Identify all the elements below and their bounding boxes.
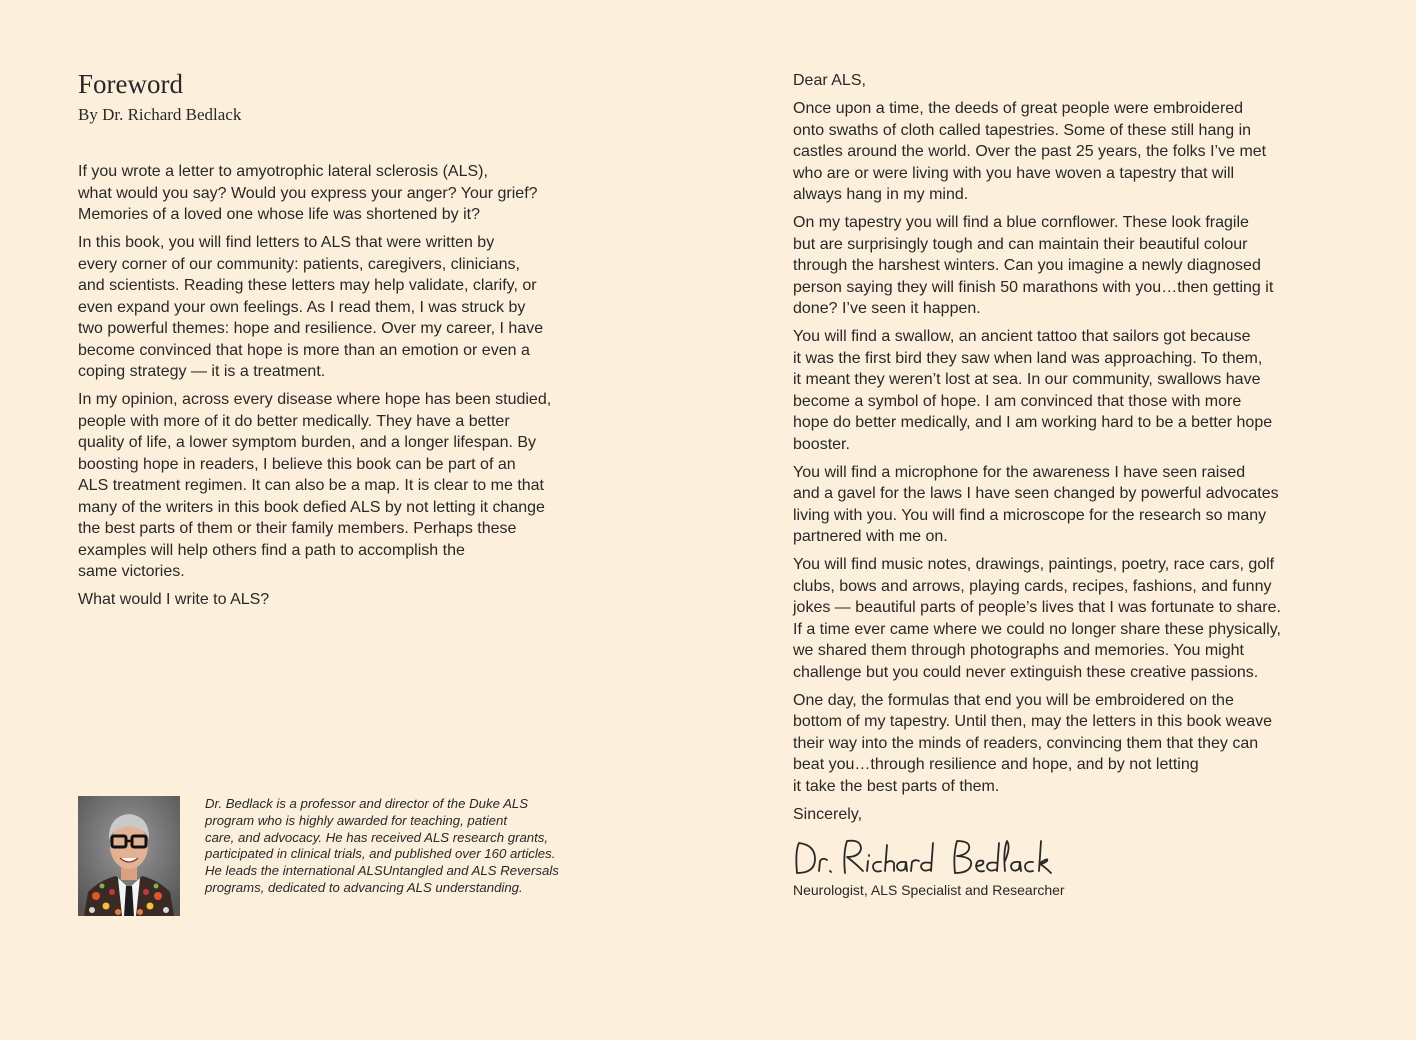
byline: By Dr. Richard Bedlack — [78, 105, 242, 124]
text-line: even expand your own feelings. As I read them, I was struck by — [78, 298, 526, 316]
text-line: through the harshest winters. Can you imagine a newly diagnosed — [793, 257, 1261, 274]
text-line: bottom of my tapestry. Until then, may the letters in this book weave — [793, 713, 1273, 730]
text-line: always hang in my mind. — [793, 186, 969, 203]
text-line: challenge but you could never extinguish these creative passions. — [793, 663, 1259, 681]
text-line: If a time ever came where we could no longer share these physically, — [793, 620, 1281, 638]
paragraph — [78, 389, 638, 583]
text-line: In my opinion, across every disease where hope has been studied, — [78, 391, 552, 408]
text-line: jokes — beautiful parts of people’s lives that I was fortunate to share. — [793, 599, 1281, 616]
bio-line: Dr. Bedlack is a professor and director of the Duke ALS — [205, 796, 529, 811]
text-line: You will find music notes, drawings, paintings, poetry, race cars, golf — [793, 556, 1275, 573]
text-line: living with you. You will find a microscope for the research so many — [793, 506, 1267, 524]
bio-line: participated in clinical trials, and published over 160 articles. — [205, 846, 556, 862]
text-line: onto swaths of cloth called tapestries. Some of these still hang in — [793, 121, 1252, 139]
text-line: boosting hope in readers, I believe this book can be part of an — [78, 455, 516, 473]
text-line: quality of life, a lower symptom burden, and a longer lifespan. By — [78, 434, 537, 451]
bio-text — [205, 796, 645, 897]
foreword-title: Foreword — [78, 69, 183, 99]
text-line: many of the writers in this book defied ALS by not letting it change — [78, 498, 545, 516]
text-line: every corner of our community: patients, caregivers, clinicians, — [78, 255, 520, 273]
paragraph — [793, 98, 1363, 206]
text-line: hope do better medically, and I am working hard to be a better hope — [793, 414, 1273, 431]
author-portrait-icon — [78, 796, 180, 916]
text-line: clubs, bows and arrows, playing cards, recipes, fashions, and funny — [793, 577, 1272, 595]
paragraph — [78, 232, 638, 383]
text-line: but are surprisingly tough and can maintain their beautiful colour — [793, 235, 1248, 253]
text-line: Once upon a time, the deeds of great people were embroidered — [793, 100, 1244, 117]
bio-line: program who is highly awarded for teaching, patient — [205, 812, 508, 828]
text-line: castles around the world. Over the past 25 years, the folks I’ve met — [793, 143, 1267, 160]
text-line: On my tapestry you will find a blue cornflower. These look fragile — [793, 214, 1249, 231]
text-line: same victories. — [78, 563, 185, 580]
salutation — [793, 70, 1363, 92]
text-line: person saying they will finish 50 marathons with you…then getting it — [793, 278, 1274, 296]
text-line: In this book, you will find letters to ALS that were written by — [78, 234, 495, 251]
text-line: their way into the minds of readers, convincing them that they can — [793, 734, 1259, 752]
text-line: and a gavel for the laws I have seen changed by powerful advocates — [793, 485, 1279, 502]
bio-line: He leads the international ALSUntangled and ALS Reversals — [205, 863, 559, 879]
paragraph — [78, 161, 638, 226]
text-line: You will find a microphone for the awareness I have seen raised — [793, 463, 1246, 481]
text-line: examples will help others find a path to accomplish the — [78, 541, 465, 559]
text-line: become convinced that hope is more than an emotion or even a — [78, 341, 530, 359]
author-photo — [78, 796, 180, 916]
bio-line: care, and advocacy. He has received ALS research grants, — [205, 829, 549, 845]
text-line: people with more of it do better medically. They have a better — [78, 412, 510, 430]
text-line: it take the best parts of them. — [793, 777, 1000, 795]
paragraph — [793, 212, 1363, 320]
text-line: One day, the formulas that end you will be embroidered on the — [793, 691, 1234, 709]
text-line: beat you…through resilience and hope, and by not letting — [793, 756, 1199, 773]
text-line: What would I write to ALS? — [78, 591, 270, 608]
text-line: and scientists. Reading these letters may help validate, clarify, or — [78, 277, 537, 294]
text-line: Sincerely, — [793, 805, 863, 823]
text-line: ALS treatment regimen. It can also be a map. It is clear to me that — [78, 477, 544, 494]
text-line: it meant they weren’t lost at sea. In our community, swallows have — [793, 371, 1261, 388]
text-line: done? I’ve seen it happen. — [793, 300, 981, 317]
paragraph — [793, 326, 1363, 455]
text-line: Dear ALS, — [793, 72, 866, 89]
author-bio — [78, 796, 638, 916]
text-line: Memories of a loved one whose life was shortened by it? — [78, 206, 480, 223]
text-line: booster. — [793, 435, 850, 453]
text-line: we shared them through photographs and memories. You might — [793, 642, 1244, 659]
bio-line: programs, dedicated to advancing ALS understanding. — [205, 879, 523, 895]
signer-title: Neurologist, ALS Specialist and Researcher — [793, 882, 1065, 898]
paragraph — [793, 462, 1363, 548]
paragraph — [793, 554, 1363, 683]
closing — [793, 804, 1363, 826]
text-line: You will find a swallow, an ancient tattoo that sailors got because — [793, 328, 1251, 345]
foreword-body — [78, 161, 638, 617]
letter-body — [793, 70, 1363, 832]
text-line: the best parts of them or their family members. Perhaps these — [78, 520, 517, 537]
paragraph — [78, 589, 638, 611]
text-line: who are or were living with you have woven a tapestry that will — [793, 164, 1235, 182]
text-line: become a symbol of hope. I am convinced that those with more — [793, 392, 1242, 410]
text-line: If you wrote a letter to amyotrophic lateral sclerosis (ALS), — [78, 163, 488, 180]
text-line: it was the first bird they saw when land was approaching. To them, — [793, 349, 1263, 367]
text-line: two powerful themes: hope and resilience. Over my career, I have — [78, 320, 544, 337]
text-line: coping strategy — it is a treatment. — [78, 363, 326, 380]
text-line: partnered with me on. — [793, 528, 948, 545]
signature-icon — [793, 833, 1083, 883]
paragraph — [793, 690, 1363, 798]
handwritten-signature — [793, 833, 1083, 883]
text-line: what would you say? Would you express your anger? Your grief? — [78, 184, 538, 202]
